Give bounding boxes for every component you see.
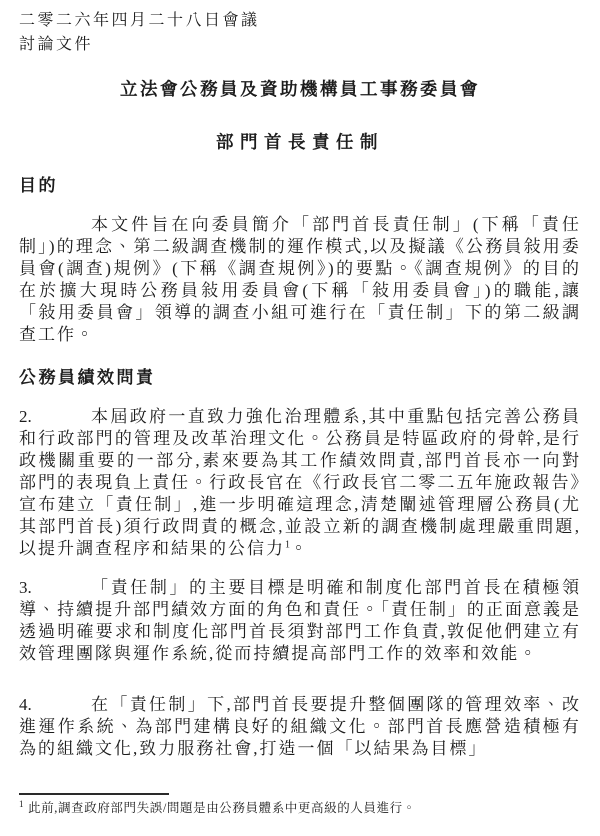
footnote-area xyxy=(19,793,581,817)
paragraph-text: 本文件旨在向委員簡介「部門首長責任制」(下稱「責任制」)的理念、第二級調查機制的運作模式,以及擬議《公務員敍用委員會(調查)規例》(下稱《調查規例》)的要點。《調查規例》的目的在於擴大現時公務員敍用委員會(下稱「敍用委員會」)的職能,讓「敍用委員會」領導的調查小組可進行在「責任制」下的第二級調查工作。 xyxy=(19,215,581,344)
paragraph-text: 「責任制」的主要目標是明確和制度化部門首長在積極領導、持續提升部門績效方面的角色和責任。「責任制」的正面意義是透過明確要求和制度化部門首長須對部門工作負責,敦促他們建立有效管理團隊與運作系統,從而持續提高部門工作的效率和效能。 xyxy=(19,578,581,663)
meeting-date-line: 二零二六年四月二十八日會議 xyxy=(19,12,260,29)
paragraph-number: 2. xyxy=(19,407,32,426)
footnote-separator-rule xyxy=(19,793,169,795)
paragraph-number: 4. xyxy=(19,695,32,714)
footnote-marker: 1 xyxy=(19,798,25,809)
footnote-ref-1: 1 xyxy=(285,539,290,551)
paragraph-text: 在「責任制」下,部門首長要提升整個團隊的管理效率、改進運作系統、為部門建構良好的組織文化。部門首長應營造積極有為的組織文化,致力服務社會,打造一個「以結果為目標」 xyxy=(19,695,581,758)
paragraph-text-after-ref: 。 xyxy=(290,539,309,558)
section-heading-civil-service-accountability: 公務員績效問責 xyxy=(19,368,156,387)
paragraph-intro xyxy=(19,214,581,346)
paragraph-3 xyxy=(19,577,581,665)
document-header xyxy=(19,9,581,57)
footnote-text: 此前,調查政府部門失誤/問題是由公務員體系中更高級的人員進行。 xyxy=(28,801,416,815)
section-heading-purpose: 目的 xyxy=(19,176,58,195)
footnote-1 xyxy=(19,799,581,817)
paper-title: 部門首長責任制 xyxy=(216,132,384,152)
paragraph-number: 3. xyxy=(19,578,32,597)
paragraph-4 xyxy=(19,694,581,760)
paragraph-text: 本屆政府一直致力強化治理體系,其中重點包括完善公務員和行政部門的管理及改革治理文化。公務員是特區政府的骨幹,是行政機關重要的一部分,素來要為其工作績效問責,部門首長亦一向對部門的表現負上責任。行政長官在《行政長官二零二五年施政報告》宣布建立「責任制」,進一步明確這理念,清楚闡述管理層公務員(尤其部門首長)須行政問責的概念,並設立新的調查機制處理嚴重問題,以提升調查程序和結果的公信力 xyxy=(19,407,581,558)
paper-type-line: 討論文件 xyxy=(19,36,94,53)
committee-title: 立法會公務員及資助機構員工事務委員會 xyxy=(120,79,480,99)
paragraph-2 xyxy=(19,406,581,560)
